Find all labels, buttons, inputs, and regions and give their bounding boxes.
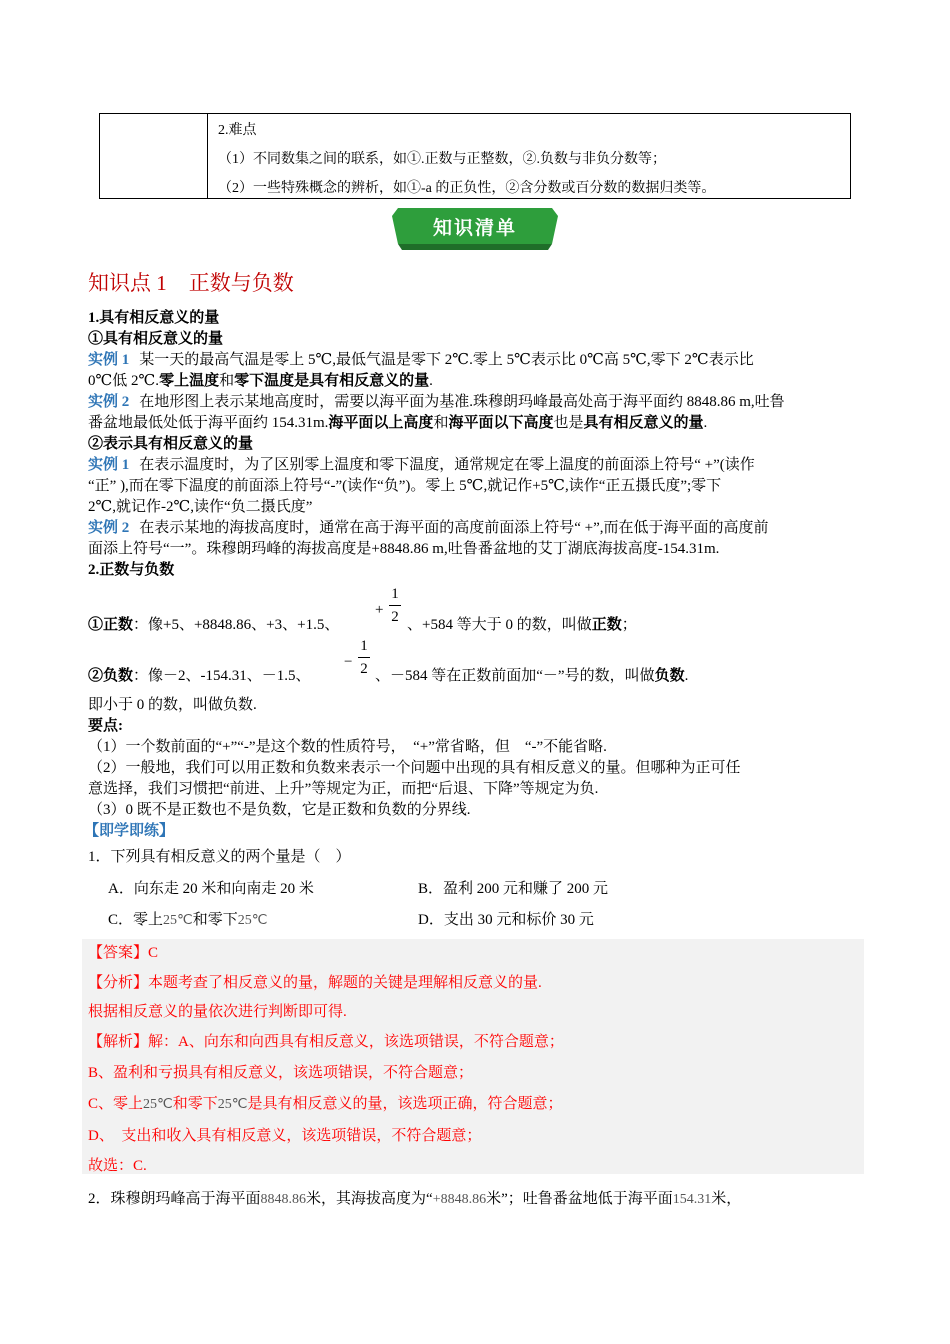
bold-term: 零上温度 <box>159 373 220 389</box>
knowledge-list-banner <box>392 206 558 252</box>
negative-definition-cont: 即小于 0 的数，叫做负数. <box>88 697 257 713</box>
example-1-para-cont <box>88 371 868 392</box>
table-right-cell <box>208 114 850 198</box>
example-text: . <box>429 373 433 389</box>
solution-text: 解：A、向东和向西具有相反意义，该选项错误，不符合题意； <box>148 1034 564 1050</box>
example-label: 实例 2 <box>88 394 130 410</box>
example-label: 实例 1 <box>88 352 130 368</box>
option-text: C．零上 <box>108 912 164 928</box>
section-title <box>88 267 294 297</box>
example-4-para <box>88 518 868 539</box>
heading-positive-negative: 2.正数与负数 <box>88 562 175 578</box>
bold-term: 负数 <box>654 668 685 684</box>
solution-text: 是具有相反意义的量，该选项正确，符合题意； <box>247 1096 563 1112</box>
option-text: 和零下 <box>192 912 238 928</box>
section-title-text: 正数与负数 <box>188 271 294 295</box>
fraction-denominator: 2 <box>391 609 399 625</box>
temperature-value: 25℃ <box>163 913 193 928</box>
fraction-numerator: 1 <box>391 586 399 602</box>
example-label: 实例 1 <box>88 457 130 473</box>
fraction-bar <box>358 657 370 658</box>
example-text: 0℃低 2℃. <box>88 373 160 389</box>
answer-box <box>82 939 864 1174</box>
temperature-value: 25℃ <box>237 913 268 928</box>
fraction-sign: − <box>344 654 353 670</box>
negative-label: ②负数 <box>88 668 134 684</box>
option-a: A．向东走 20 米和向南走 20 米 <box>108 881 314 897</box>
example-text: . <box>703 415 708 431</box>
example-text: 在表示某地的海拔高度时，通常在高于海平面的高度前面添上符号“ +”,而在低于海平面的高度前 <box>139 520 769 536</box>
example-3-para <box>88 455 868 476</box>
key-points-label: 要点: <box>88 718 123 734</box>
analysis-text: 本题考查了相反意义的量，解题的关键是理解相反意义的量. <box>148 975 542 991</box>
positive-label: ①正数 <box>88 617 134 633</box>
question-text: 米，其海拔高度为“ <box>306 1191 433 1207</box>
difficulty-table <box>99 113 851 199</box>
answer-value: C <box>148 945 159 961</box>
table-line-3: （2）一些特殊概念的辨析，如①-a 的正负性，②含分数或百分数的数据归类等。 <box>218 181 716 196</box>
table-line-2: （1）不同数集之间的联系，如①.正数与正整数，②.负数与非负分数等； <box>218 152 666 167</box>
example-text: 和 <box>433 415 449 431</box>
subheading-1: ①具有相反意义的量 <box>88 331 224 347</box>
main-content <box>84 308 868 842</box>
bold-term: 正数 <box>591 617 622 633</box>
height-value: 8848.86 <box>260 1192 307 1207</box>
example-3-para-cont-2: 2℃,就记作-2℃,读作“负二摄氏度” <box>88 499 313 515</box>
solution-line-d: D、 支出和收入具有相反意义，该选项错误，不符合题意； <box>88 1128 482 1144</box>
bold-term: 具有相反意义的量 <box>309 373 430 389</box>
temperature-value: 25℃ <box>217 1097 248 1112</box>
positive-number-definition <box>88 583 868 643</box>
key-point-2-cont: 意选择，我们习惯把“前进、上升”等规定为正，而把“后退、下降”等规定为负. <box>88 781 599 797</box>
analysis-line-2: 根据相反意义的量依次进行判断即可得. <box>88 1004 347 1020</box>
height-value: +8848.86 <box>432 1192 487 1207</box>
example-text: 和 <box>219 373 235 389</box>
example-text: 在表示温度时，为了区别零上温度和零下温度，通常规定在零上温度的前面添上符号“ +”(读作 <box>139 457 755 473</box>
bold-term: 是 <box>294 373 310 389</box>
option-b: B．盈利 200 元和赚了 200 元 <box>418 881 609 897</box>
key-point-1: （1）一个数前面的“+”“-”是这个数的性质符号， “+”常省略，但 “-”不能省略. <box>88 739 607 755</box>
question-text: 米”；吐鲁番盆地低于海平面 <box>486 1191 673 1207</box>
option-d: D．支出 30 元和标价 30 元 <box>418 912 594 928</box>
solution-label: 【解析】 <box>88 1034 149 1050</box>
height-value: 154.31 <box>672 1192 712 1207</box>
key-point-3: （3）0 既不是正数也不是负数，它是正数和负数的分界线. <box>88 802 471 818</box>
bold-term: 海平面以下高度 <box>448 415 554 431</box>
definition-text: . <box>684 668 689 684</box>
bold-term: 海平面以上高度 <box>328 415 434 431</box>
question-1: 1．下列具有相反意义的两个量是（ ） <box>88 849 351 865</box>
banner-text: 知识清单 <box>432 217 517 239</box>
negative-number-definition <box>88 638 868 695</box>
example-text: 番盆地最低处低于海平面约 154.31m. <box>88 415 329 431</box>
temperature-value: 25℃ <box>143 1097 173 1112</box>
practice-heading: 【即学即练】 <box>84 823 175 839</box>
solution-line-b: B、盈利和亏损具有相反意义，该选项错误，不符合题意； <box>88 1065 474 1081</box>
question-text: 2．珠穆朗玛峰高于海平面 <box>88 1191 261 1207</box>
example-label: 实例 2 <box>88 520 130 536</box>
example-2-para <box>88 392 868 413</box>
fraction-denominator: 2 <box>360 661 368 677</box>
bold-term: 具有相反意义的量 <box>583 415 704 431</box>
fraction-numerator: 1 <box>360 638 368 654</box>
question-2 <box>88 1187 741 1208</box>
solution-text: 和零下 <box>172 1096 218 1112</box>
definition-text: 、－584 等在正数前面加“－”号的数，叫做 <box>375 668 655 684</box>
example-text: 在地形图上表示某地高度时，需要以海平面为基准.珠穆朗玛峰最高处高于海平面约 8848.86 m,吐鲁 <box>139 394 785 410</box>
definition-text: 、+584 等大于 0 的数，叫做 <box>407 617 592 633</box>
solution-conclusion: 故选：C. <box>88 1158 147 1174</box>
analysis-label: 【分析】 <box>88 975 149 991</box>
subheading-2: ②表示具有相反意义的量 <box>88 436 254 452</box>
section-title-prefix: 知识点 1 <box>88 271 167 295</box>
definition-text: ：像+5、+8848.86、+3、+1.5、 <box>133 617 340 633</box>
analysis-line <box>88 971 542 992</box>
example-text: 某一天的最高气温是零上 5℃,最低气温是零下 2℃.零上 5℃表示比 0℃高 5℃,零下 2℃表示比 <box>139 352 754 368</box>
solution-line-c <box>88 1092 563 1113</box>
solution-text: C、零上 <box>88 1096 144 1112</box>
definition-text: ； <box>621 617 637 633</box>
fraction-sign: + <box>375 602 384 618</box>
answer-line <box>88 941 158 962</box>
heading-opposite-quantities: 1.具有相反意义的量 <box>88 310 220 326</box>
fraction-bar <box>389 605 401 606</box>
table-left-cell <box>100 114 208 198</box>
key-point-2: （2）一般地，我们可以用正数和负数来表示一个问题中出现的具有相反意义的量。但哪种为正可任 <box>88 760 741 776</box>
example-2-para-cont <box>88 413 868 434</box>
question-text: 米， <box>711 1191 742 1207</box>
bold-term: 零下温度 <box>234 373 295 389</box>
option-c <box>108 908 268 929</box>
example-text: 也是 <box>553 415 584 431</box>
example-3-para-cont: “正” ),而在零下温度的前面添上符号“-”(读作“负”)。零上 5℃,就记作+5℃,读作“正五摄氏度”;零下 <box>88 478 722 494</box>
solution-line-a <box>88 1030 564 1051</box>
example-1-para <box>88 350 868 371</box>
answer-label: 【答案】 <box>88 945 149 961</box>
example-4-para-cont: 面添上符号“一”。珠穆朗玛峰的海拔高度是+8848.86 m,吐鲁番盆地的艾丁湖底海拔高度-154.31m. <box>88 541 720 557</box>
table-line-1: 2.难点 <box>218 123 257 138</box>
definition-text: ：像－2、-154.31、－1.5、 <box>133 668 311 684</box>
